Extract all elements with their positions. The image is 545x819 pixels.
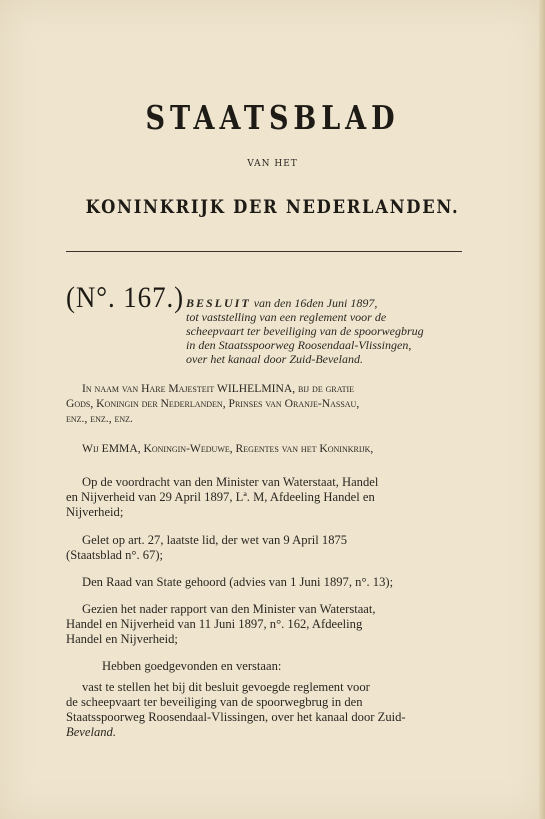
text-line: In naam van Hare Majesteit WILHELMINA, bij de gratie [82,382,355,395]
vast-paragraph [66,680,462,740]
text-line: Staatsspoorweg Roosendaal-Vlissingen, over het kanaal door Zuid- [66,710,406,724]
gezien-paragraph [66,602,462,647]
kingdom-heading: KONINKRIJK DER NEDERLANDEN. [85,196,460,218]
besluit-label: BESLUIT [186,296,251,310]
invocation-paragraph [66,381,462,426]
text-line: en Nijverheid van 29 April 1897, Lª. M, Afdeeling Handel en [66,490,375,504]
regent-paragraph [66,441,462,456]
text-line: Gezien het nader rapport van den Minister van Waterstaat, [82,602,376,616]
text-line: Beveland. [66,725,116,739]
voordracht-paragraph [66,475,462,520]
text-line: Hebben goedgevonden en verstaan: [102,659,282,673]
text-line: Gods, Koningin der Nederlanden, Prinses van Oranje-Nassau, [66,397,360,410]
gazette-subtitle: VAN HET [247,159,298,169]
page-edge [539,0,545,819]
text-line: Op de voordracht van den Minister van Waterstaat, Handel [82,475,379,489]
decree-number: (N°. 167.) [66,281,185,314]
summary-line: tot vaststelling van een reglement voor de [186,310,387,324]
text-line: enz., enz., enz. [66,412,133,425]
text-line: Wij EMMA, Koningin-Weduwe, Regentes van het Koninkrijk, [82,442,374,455]
text-line: Gelet op art. 27, laatste lid, der wet van 9 April 1875 [82,533,348,547]
text-line: Den Raad van State gehoord (advies van 1 Juni 1897, n°. 13); [82,575,394,589]
text-line: (Staatsblad n°. 67); [66,548,164,562]
header-divider [66,251,462,252]
summary-line: in den Staatsspoorweg Roosendaal-Vlissingen, [186,338,412,352]
text-line: Handel en Nijverheid; [66,632,178,646]
summary-line: scheepvaart ter beveiliging van de spoorwegbrug [186,324,424,338]
text-line: Handel en Nijverheid van 11 Juni 1897, n°. 162, Afdeeling [66,617,363,631]
hebben-paragraph [66,659,462,674]
text-line: Nijverheid; [66,505,124,519]
raad-paragraph [66,575,462,590]
text-line: de scheepvaart ter beveiliging van de spoorwegbrug in den [66,695,363,709]
decree-summary [186,296,462,366]
summary-line: van den 16den Juni 1897, [253,296,378,310]
gazette-title: STAATSBLAD [145,98,400,137]
summary-line: over het kanaal door Zuid-Beveland. [186,352,363,366]
gelet-paragraph [66,533,462,563]
text-line: vast te stellen het bij dit besluit gevoegde reglement voor [82,680,370,694]
